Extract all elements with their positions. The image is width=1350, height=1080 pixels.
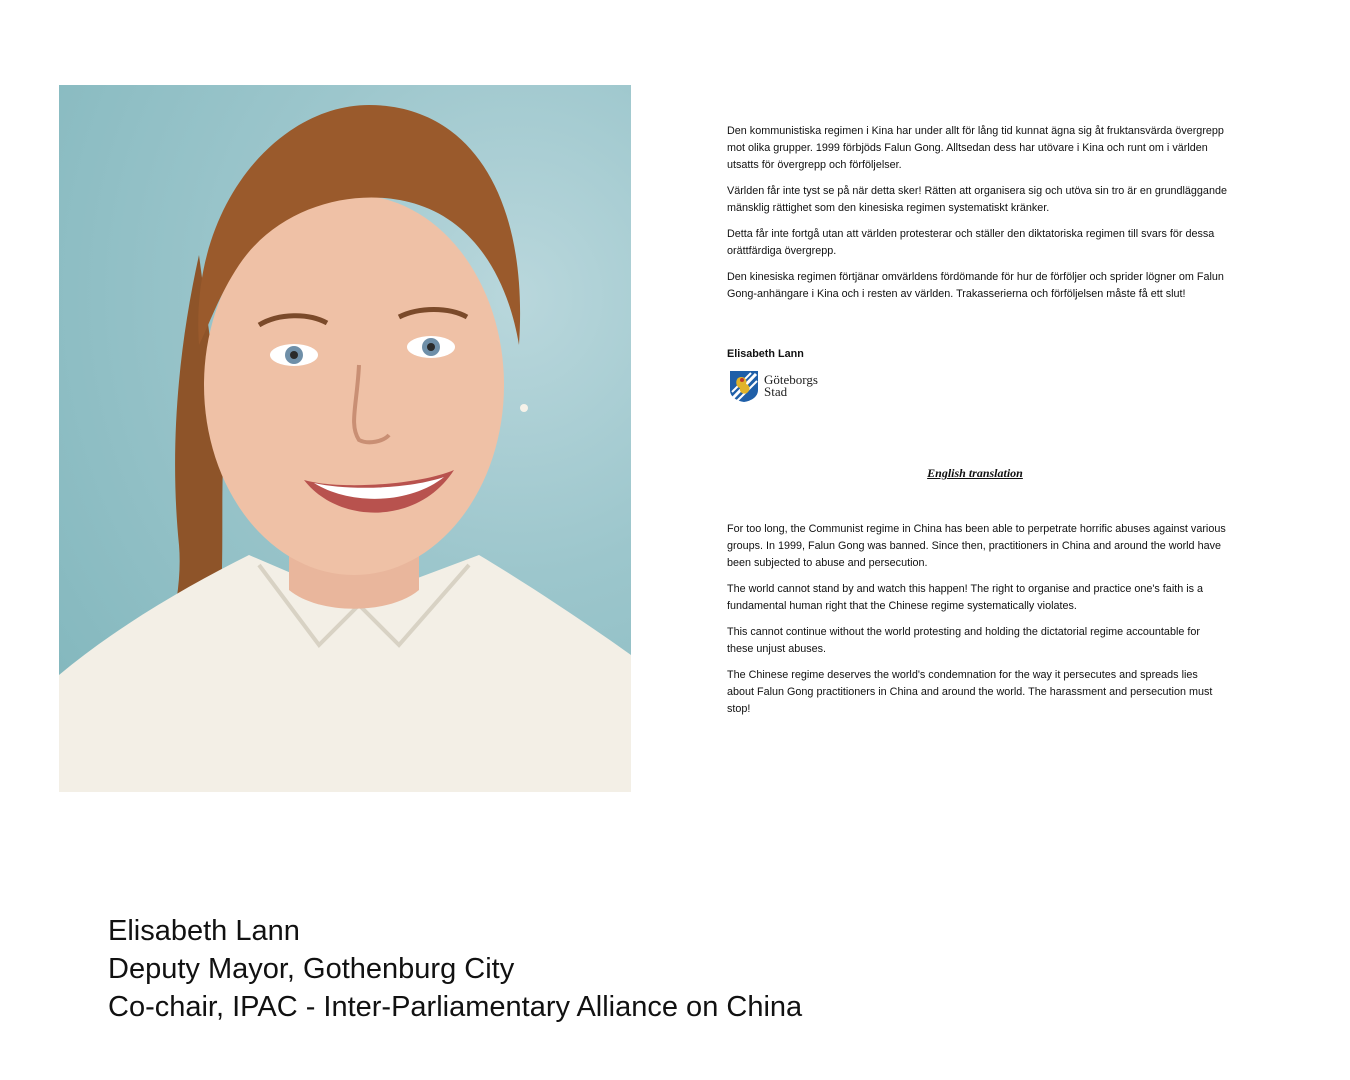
- swedish-paragraph: Den kommunistiska regimen i Kina har under allt för lång tid kunnat ägna sig åt fruktansvärda övergrepp mot olika grupper. 1999 förbjöds Falun Gong. Alltsedan dess har utövare i Kina och runt om i världen utsatts för övergrepp och förföljelser.: [727, 125, 1224, 171]
- goteborgs-stad-logo: [729, 368, 839, 404]
- english-letter: [727, 521, 1227, 727]
- english-paragraph: The world cannot stand by and watch this happen! The right to organise and practice one's faith is a fundamental human right that the Chinese regime systematically violates.: [727, 583, 1204, 612]
- signature-name: Elisabeth Lann: [727, 348, 804, 360]
- caption-title: Deputy Mayor, Gothenburg City: [108, 953, 515, 985]
- english-paragraph: This cannot continue without the world protesting and holding the dictatorial regime accountable for these unjust abuses.: [727, 626, 1200, 655]
- swedish-paragraph: Den kinesiska regimen förtjänar omvärldens fördömande för hur de förföljer och sprider lögner om Falun Gong-anhängare i Kina och i resten av världen. Trakasserierna och förföljelsen måste få ett slut!: [727, 271, 1224, 300]
- english-translation-heading: English translation: [927, 466, 1023, 480]
- swedish-letter: [727, 123, 1227, 312]
- goteborg-crest-icon: [729, 370, 759, 403]
- english-paragraph: For too long, the Communist regime in China has been able to perpetrate horrific abuses against various groups. In 1999, Falun Gong was banned. Since then, practitioners in China and around the world have been subjected to abuse and persecution.: [727, 523, 1226, 569]
- logo-text: [764, 374, 818, 398]
- swedish-paragraph: Världen får inte tyst se på när detta sker! Rätten att organisera sig och utöva sin tro är en grundläggande mänsklig rättighet som den kinesiska regimen systematiskt kränker.: [727, 185, 1227, 214]
- caption-role: Co-chair, IPAC - Inter-Parliamentary Alliance on China: [108, 991, 803, 1023]
- caption-name: Elisabeth Lann: [108, 915, 300, 947]
- swedish-paragraph: Detta får inte fortgå utan att världen protesterar och ställer den diktatoriska regimen till svars för dessa orättfärdiga övergrepp.: [727, 228, 1215, 257]
- logo-text-line2: Stad: [764, 384, 788, 399]
- logo-text-line1: Göteborgs: [764, 372, 818, 387]
- portrait-photo: [59, 85, 631, 792]
- caption: [108, 912, 802, 1026]
- portrait-illustration: [59, 85, 631, 792]
- english-paragraph: The Chinese regime deserves the world's condemnation for the way it persecutes and spreads lies about Falun Gong practitioners in China and around the world. The harassment and persecution must stop!: [727, 669, 1213, 715]
